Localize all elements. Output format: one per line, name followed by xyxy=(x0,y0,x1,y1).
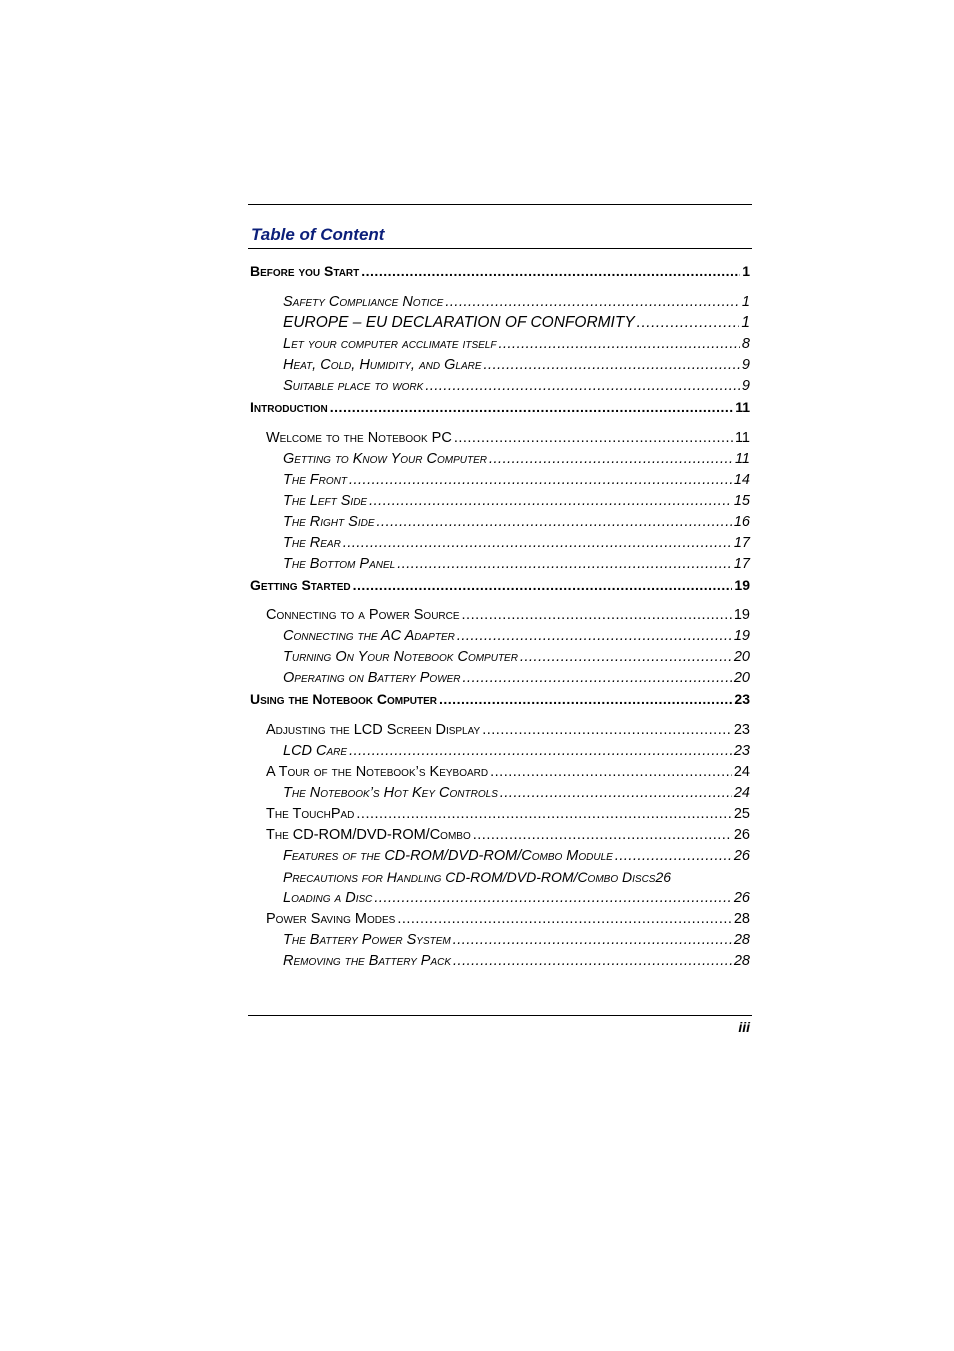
leader-dots xyxy=(490,762,732,782)
toc-entry-page: 9 xyxy=(741,378,750,394)
toc-entry[interactable] xyxy=(283,867,750,887)
toc-entry-page: 17 xyxy=(733,535,750,551)
toc-entry[interactable] xyxy=(283,626,750,646)
toc-entry-label: Getting Started xyxy=(250,577,351,593)
toc-entry-page: 28 xyxy=(733,911,750,927)
toc-entry[interactable] xyxy=(283,554,750,574)
toc-entry-label: LCD Care xyxy=(283,743,348,759)
toc-entry-page: 1 xyxy=(741,294,750,310)
toc-entry-label: Operating on Battery Power xyxy=(283,670,461,686)
leader-dots xyxy=(397,554,732,574)
toc-entry[interactable] xyxy=(250,261,750,281)
toc-entry-page: 19 xyxy=(733,628,750,644)
toc-entry[interactable] xyxy=(283,292,750,312)
leader-dots xyxy=(453,951,732,971)
toc-entry[interactable] xyxy=(283,668,750,688)
toc-entry-page: 24 xyxy=(733,764,750,780)
leader-dots xyxy=(484,355,740,375)
toc-entry-page: 1 xyxy=(741,314,750,331)
toc-entry-label: EUROPE – EU DECLARATION OF CONFORMITY xyxy=(283,314,635,331)
leader-dots xyxy=(330,397,733,417)
leader-dots xyxy=(349,741,732,761)
toc-entry-label: Connecting the AC Adapter xyxy=(283,628,455,644)
leader-dots xyxy=(520,647,732,667)
toc-entry[interactable] xyxy=(283,951,750,971)
page-number: iii xyxy=(738,1019,750,1035)
toc-entry-label: Safety Compliance Notice xyxy=(283,294,444,310)
toc-entry[interactable] xyxy=(283,449,750,469)
leader-dots xyxy=(637,313,740,333)
toc-entry-label: Power Saving Modes xyxy=(266,911,396,927)
leader-dots xyxy=(615,846,732,866)
toc-entry-page: 8 xyxy=(741,336,750,352)
toc-entry-label: The Notebook’s Hot Key Controls xyxy=(283,785,498,801)
leader-dots xyxy=(500,783,732,803)
toc-entry-label: Removing the Battery Pack xyxy=(283,953,452,969)
toc-entry-page: 11 xyxy=(734,430,750,446)
toc-entry-label: Precautions for Handling CD-ROM/DVD-ROM/Combo Discs xyxy=(283,869,656,885)
toc-entry-label: Loading a Disc xyxy=(283,890,373,906)
toc-entry-label: Let your computer acclimate itself xyxy=(283,336,497,352)
toc-entry-page: 26 xyxy=(655,869,672,885)
toc-entry-label: The Bottom Panel xyxy=(283,556,396,572)
leader-dots xyxy=(343,533,732,553)
leader-dots xyxy=(454,428,733,448)
toc-entry-page: 23 xyxy=(733,722,750,738)
leader-dots xyxy=(361,261,740,281)
toc-entry[interactable] xyxy=(283,470,750,490)
toc-entry-page: 16 xyxy=(733,514,750,530)
toc-entry-label: Suitable place to work xyxy=(283,378,424,394)
toc-entry[interactable] xyxy=(283,376,750,396)
toc-entry-page: 28 xyxy=(733,953,750,969)
leader-dots xyxy=(482,720,732,740)
toc-entry-page: 9 xyxy=(741,357,750,373)
toc-entry-page: 17 xyxy=(733,556,750,572)
toc-entry-page: 26 xyxy=(733,848,750,864)
toc-entry-page: 23 xyxy=(734,691,750,707)
toc-entry-label: The Left Side xyxy=(283,493,368,509)
toc-entry-label: Connecting to a Power Source xyxy=(266,607,460,623)
toc-entry-label: Using the Notebook Computer xyxy=(250,691,438,707)
leader-dots xyxy=(425,376,740,396)
leader-dots xyxy=(397,909,732,929)
toc-entry[interactable] xyxy=(266,762,750,782)
leader-dots xyxy=(445,292,740,312)
leader-dots xyxy=(473,825,732,845)
leader-dots xyxy=(349,470,732,490)
toc-entry-label: Adjusting the LCD Screen Display xyxy=(266,722,481,738)
toc-entry[interactable] xyxy=(266,605,750,625)
toc-entry-label: Getting to Know Your Computer xyxy=(283,451,487,467)
toc-entry-page: 11 xyxy=(734,451,750,467)
toc-entry-label: Heat, Cold, Humidity, and Glare xyxy=(283,357,482,373)
toc-entry-label: A Tour of the Notebook’s Keyboard xyxy=(266,764,489,780)
toc-entry-page: 23 xyxy=(733,743,750,759)
toc-entry[interactable] xyxy=(250,397,750,417)
toc-entry-page: 28 xyxy=(733,932,750,948)
toc-entry[interactable] xyxy=(266,804,750,824)
leader-dots xyxy=(463,668,732,688)
toc-entry-page: 20 xyxy=(733,649,750,665)
toc-entry-page: 11 xyxy=(735,399,750,415)
toc-entry-page: 14 xyxy=(733,472,750,488)
toc-entry-page: 15 xyxy=(733,493,750,509)
toc-entry-label: The Battery Power System xyxy=(283,932,451,948)
leader-dots xyxy=(356,804,731,824)
toc-entry[interactable] xyxy=(266,428,750,448)
toc-entry-label: The CD-ROM/DVD-ROM/Combo xyxy=(266,827,471,843)
leader-dots xyxy=(353,575,733,595)
toc-entry-page: 1 xyxy=(742,263,750,279)
footer-rule xyxy=(248,1015,752,1016)
leader-dots xyxy=(457,626,732,646)
toc-entry-label: The TouchPad xyxy=(266,806,355,822)
toc-entry-label: Welcome to the Notebook PC xyxy=(266,430,452,446)
toc-entry-label: The Right Side xyxy=(283,514,375,530)
toc-entry[interactable] xyxy=(283,334,750,354)
leader-dots xyxy=(453,930,732,950)
toc-entry[interactable] xyxy=(266,825,750,845)
toc-entry-label: Before you Start xyxy=(250,263,360,279)
toc-entry-label: Introduction xyxy=(250,399,328,415)
leader-dots xyxy=(489,449,733,469)
toc-entry[interactable] xyxy=(283,741,750,761)
toc-entry[interactable] xyxy=(266,720,750,740)
toc-entry[interactable] xyxy=(266,909,750,929)
toc-entry[interactable] xyxy=(283,846,750,866)
leader-dots xyxy=(369,491,732,511)
toc-entry[interactable] xyxy=(283,783,750,803)
leader-dots xyxy=(374,888,731,908)
toc-entry[interactable] xyxy=(283,313,750,333)
toc-entry-page: 25 xyxy=(733,806,750,822)
toc-entry-page: 26 xyxy=(733,890,750,906)
toc-entry-page: 20 xyxy=(733,670,750,686)
table-of-contents xyxy=(250,0,750,1351)
toc-entry[interactable] xyxy=(283,355,750,375)
leader-dots xyxy=(462,605,732,625)
toc-entry[interactable] xyxy=(283,533,750,553)
leader-dots xyxy=(377,512,732,532)
toc-entry[interactable] xyxy=(283,930,750,950)
leader-dots xyxy=(498,334,739,354)
toc-entry-label: The Front xyxy=(283,472,347,488)
toc-entry[interactable] xyxy=(283,512,750,532)
toc-entry-label: Features of the CD-ROM/DVD-ROM/Combo Module xyxy=(283,848,613,864)
toc-entry[interactable] xyxy=(250,689,750,709)
toc-entry[interactable] xyxy=(250,575,750,595)
toc-entry-page: 26 xyxy=(733,827,750,843)
toc-entry-page: 24 xyxy=(733,785,750,801)
toc-entry[interactable] xyxy=(283,647,750,667)
toc-entry-label: The Rear xyxy=(283,535,341,551)
toc-entry[interactable] xyxy=(283,491,750,511)
toc-title: Table of Content xyxy=(251,225,385,244)
toc-entry[interactable] xyxy=(283,888,750,908)
leader-dots xyxy=(439,689,732,709)
toc-entry-page: 19 xyxy=(734,577,750,593)
toc-entry-page: 19 xyxy=(733,607,750,623)
toc-entry-label: Turning On Your Notebook Computer xyxy=(283,649,518,665)
